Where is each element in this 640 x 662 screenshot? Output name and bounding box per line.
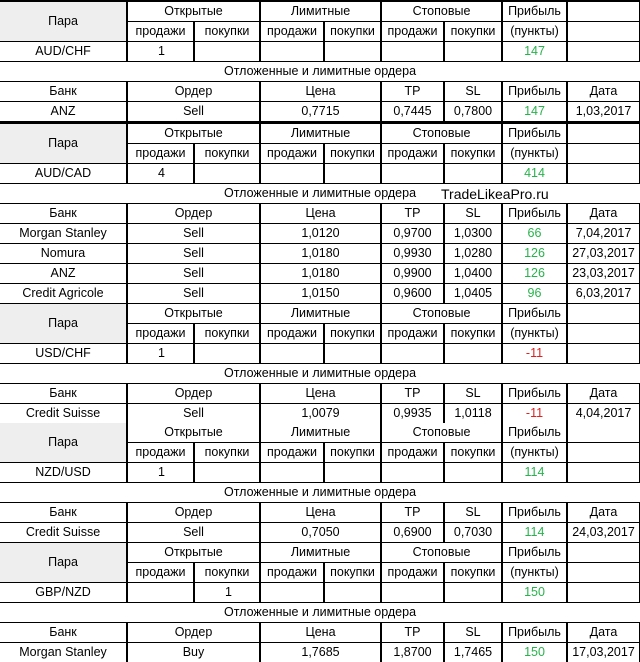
order-take-profit: 0,9700	[382, 224, 443, 243]
order-price: 1,0120	[261, 224, 380, 243]
order-profit: 114	[503, 523, 566, 542]
empty-cell	[568, 304, 639, 323]
empty-cell	[568, 164, 639, 183]
sells-subheader: продажи	[261, 563, 323, 582]
stop-buys-count	[445, 344, 501, 363]
order-profit: -11	[503, 404, 566, 423]
order-take-profit: 0,9900	[382, 264, 443, 283]
buys-subheader: покупки	[445, 22, 501, 41]
stop-sells-count	[382, 583, 443, 602]
buys-subheader: покупки	[195, 144, 259, 163]
stop-orders-header: Стоповые	[382, 2, 501, 21]
open-positions-header: Открытые	[128, 2, 259, 21]
pair-header-label: Пара	[0, 124, 126, 163]
stop-orders-header: Стоповые	[382, 304, 501, 323]
buys-subheader: покупки	[195, 563, 259, 582]
open-buys-count: 1	[195, 583, 259, 602]
empty-cell	[568, 344, 639, 363]
order-bank: Morgan Stanley	[0, 643, 126, 662]
order-bank: Morgan Stanley	[0, 224, 126, 243]
sells-subheader: продажи	[382, 324, 443, 343]
order-date: 17,03,2017	[568, 643, 639, 662]
order-price: 1,0180	[261, 244, 380, 263]
sells-subheader: продажи	[128, 443, 193, 462]
order-take-profit: 0,9600	[382, 284, 443, 303]
profit-column-header: Прибыль	[503, 204, 566, 223]
sells-subheader: продажи	[382, 443, 443, 462]
pair-name: USD/CHF	[0, 344, 126, 363]
order-date: 7,04,2017	[568, 224, 639, 243]
open-sells-count: 1	[128, 42, 193, 61]
sl-column-header: SL	[445, 623, 501, 642]
empty-cell	[568, 2, 639, 21]
limit-sells-count	[261, 583, 323, 602]
order-take-profit: 1,8700	[382, 643, 443, 662]
order-side: Buy	[128, 643, 259, 662]
order-price: 0,7715	[261, 102, 380, 121]
order-price: 1,0079	[261, 404, 380, 423]
stop-orders-header: Стоповые	[382, 423, 501, 442]
date-column-header: Дата	[568, 623, 639, 642]
price-column-header: Цена	[261, 503, 380, 522]
order-bank: Credit Suisse	[0, 523, 126, 542]
tp-column-header: TP	[382, 204, 443, 223]
order-stop-loss: 0,7030	[445, 523, 501, 542]
price-column-header: Цена	[261, 384, 380, 403]
sells-subheader: продажи	[261, 443, 323, 462]
limit-sells-count	[261, 344, 323, 363]
open-positions-header: Открытые	[128, 543, 259, 562]
order-column-header: Ордер	[128, 82, 259, 101]
pair-header-label: Пара	[0, 2, 126, 41]
pair-header-label: Пара	[0, 423, 126, 462]
sells-subheader: продажи	[261, 22, 323, 41]
empty-cell	[568, 124, 639, 143]
profit-column-header: Прибыль	[503, 623, 566, 642]
limit-buys-count	[325, 164, 380, 183]
stop-buys-count	[445, 463, 501, 482]
order-profit: 96	[503, 284, 566, 303]
price-column-header: Цена	[261, 82, 380, 101]
date-column-header: Дата	[568, 82, 639, 101]
price-column-header: Цена	[261, 623, 380, 642]
empty-cell	[568, 144, 639, 163]
open-positions-header: Открытые	[128, 304, 259, 323]
tp-column-header: TP	[382, 82, 443, 101]
open-positions-header: Открытые	[128, 423, 259, 442]
points-subheader: (пункты)	[503, 443, 566, 462]
stop-sells-count	[382, 164, 443, 183]
profit-column-header: Прибыль	[503, 82, 566, 101]
pair-header-label: Пара	[0, 543, 126, 582]
open-positions-header: Открытые	[128, 124, 259, 143]
buys-subheader: покупки	[445, 563, 501, 582]
points-subheader: (пункты)	[503, 324, 566, 343]
limit-orders-header: Лимитные	[261, 543, 380, 562]
order-profit: 147	[503, 102, 566, 121]
bank-column-header: Банк	[0, 623, 126, 642]
buys-subheader: покупки	[445, 443, 501, 462]
order-bank: Credit Agricole	[0, 284, 126, 303]
open-buys-count	[195, 164, 259, 183]
sells-subheader: продажи	[382, 22, 443, 41]
date-column-header: Дата	[568, 503, 639, 522]
empty-cell	[568, 543, 639, 562]
order-date: 24,03,2017	[568, 523, 639, 542]
sl-column-header: SL	[445, 503, 501, 522]
limit-orders-header: Лимитные	[261, 304, 380, 323]
order-side: Sell	[128, 264, 259, 283]
orders-section-title: Отложенные и лимитные ордера	[0, 364, 640, 383]
sl-column-header: SL	[445, 384, 501, 403]
order-date: 6,03,2017	[568, 284, 639, 303]
stop-buys-count	[445, 583, 501, 602]
profit-header: Прибыль	[503, 543, 566, 562]
order-side: Sell	[128, 102, 259, 121]
order-take-profit: 0,6900	[382, 523, 443, 542]
bank-column-header: Банк	[0, 384, 126, 403]
order-date: 27,03,2017	[568, 244, 639, 263]
order-stop-loss: 0,7800	[445, 102, 501, 121]
stop-orders-header: Стоповые	[382, 124, 501, 143]
stop-orders-header: Стоповые	[382, 543, 501, 562]
stop-sells-count	[382, 42, 443, 61]
limit-sells-count	[261, 164, 323, 183]
limit-buys-count	[325, 344, 380, 363]
profit-header: Прибыль	[503, 2, 566, 21]
pair-profit-value: 414	[503, 164, 566, 183]
profit-column-header: Прибыль	[503, 384, 566, 403]
order-profit: 66	[503, 224, 566, 243]
pair-profit-value: 114	[503, 463, 566, 482]
order-price: 1,0180	[261, 264, 380, 283]
tp-column-header: TP	[382, 623, 443, 642]
limit-sells-count	[261, 463, 323, 482]
limit-buys-count	[325, 583, 380, 602]
profit-header: Прибыль	[503, 124, 566, 143]
order-price: 1,0150	[261, 284, 380, 303]
order-date: 23,03,2017	[568, 264, 639, 283]
bank-column-header: Банк	[0, 204, 126, 223]
order-stop-loss: 1,0118	[445, 404, 501, 423]
tp-column-header: TP	[382, 503, 443, 522]
sl-column-header: SL	[445, 204, 501, 223]
price-column-header: Цена	[261, 204, 380, 223]
points-subheader: (пункты)	[503, 22, 566, 41]
empty-cell	[568, 42, 639, 61]
orders-section-title: Отложенные и лимитные ордера	[0, 184, 640, 203]
sells-subheader: продажи	[382, 144, 443, 163]
buys-subheader: покупки	[195, 443, 259, 462]
order-price: 1,7685	[261, 643, 380, 662]
limit-orders-header: Лимитные	[261, 2, 380, 21]
buys-subheader: покупки	[195, 22, 259, 41]
order-profit: 126	[503, 264, 566, 283]
open-buys-count	[195, 463, 259, 482]
order-bank: Credit Suisse	[0, 404, 126, 423]
tp-column-header: TP	[382, 384, 443, 403]
pair-profit-value: 150	[503, 583, 566, 602]
order-column-header: Ордер	[128, 384, 259, 403]
empty-cell	[568, 22, 639, 41]
stop-sells-count	[382, 344, 443, 363]
order-profit: 126	[503, 244, 566, 263]
sells-subheader: продажи	[128, 324, 193, 343]
limit-orders-header: Лимитные	[261, 124, 380, 143]
buys-subheader: покупки	[325, 22, 380, 41]
order-take-profit: 0,9935	[382, 404, 443, 423]
open-buys-count	[195, 344, 259, 363]
pair-name: GBP/NZD	[0, 583, 126, 602]
order-date: 1,03,2017	[568, 102, 639, 121]
order-column-header: Ордер	[128, 623, 259, 642]
order-price: 0,7050	[261, 523, 380, 542]
date-column-header: Дата	[568, 204, 639, 223]
pair-name: NZD/USD	[0, 463, 126, 482]
order-stop-loss: 1,0405	[445, 284, 501, 303]
order-stop-loss: 1,0280	[445, 244, 501, 263]
pair-profit-value: -11	[503, 344, 566, 363]
order-side: Sell	[128, 224, 259, 243]
orders-section-title: Отложенные и лимитные ордера	[0, 62, 640, 81]
open-sells-count	[128, 583, 193, 602]
sells-subheader: продажи	[261, 144, 323, 163]
sells-subheader: продажи	[261, 324, 323, 343]
profit-column-header: Прибыль	[503, 503, 566, 522]
empty-cell	[568, 423, 639, 442]
bank-column-header: Банк	[0, 503, 126, 522]
orders-section-title: Отложенные и лимитные ордера	[0, 483, 640, 502]
limit-buys-count	[325, 463, 380, 482]
order-stop-loss: 1,7465	[445, 643, 501, 662]
order-column-header: Ордер	[128, 503, 259, 522]
empty-cell	[568, 583, 639, 602]
pair-name: AUD/CAD	[0, 164, 126, 183]
order-bank: ANZ	[0, 102, 126, 121]
order-bank: Nomura	[0, 244, 126, 263]
order-date: 4,04,2017	[568, 404, 639, 423]
points-subheader: (пункты)	[503, 563, 566, 582]
order-side: Sell	[128, 284, 259, 303]
open-sells-count: 1	[128, 463, 193, 482]
order-side: Sell	[128, 244, 259, 263]
buys-subheader: покупки	[325, 324, 380, 343]
pair-header-label: Пара	[0, 304, 126, 343]
sells-subheader: продажи	[128, 563, 193, 582]
stop-buys-count	[445, 164, 501, 183]
order-stop-loss: 1,0300	[445, 224, 501, 243]
pair-profit-value: 147	[503, 42, 566, 61]
sl-column-header: SL	[445, 82, 501, 101]
points-subheader: (пункты)	[503, 144, 566, 163]
profit-header: Прибыль	[503, 304, 566, 323]
order-take-profit: 0,9930	[382, 244, 443, 263]
empty-cell	[568, 463, 639, 482]
buys-subheader: покупки	[445, 324, 501, 343]
open-sells-count: 4	[128, 164, 193, 183]
limit-orders-header: Лимитные	[261, 423, 380, 442]
limit-buys-count	[325, 42, 380, 61]
order-profit: 150	[503, 643, 566, 662]
empty-cell	[568, 324, 639, 343]
stop-sells-count	[382, 463, 443, 482]
buys-subheader: покупки	[445, 144, 501, 163]
buys-subheader: покупки	[195, 324, 259, 343]
date-column-header: Дата	[568, 384, 639, 403]
sells-subheader: продажи	[128, 144, 193, 163]
buys-subheader: покупки	[325, 563, 380, 582]
limit-sells-count	[261, 42, 323, 61]
orders-section-title: Отложенные и лимитные ордера	[0, 603, 640, 622]
open-buys-count	[195, 42, 259, 61]
order-side: Sell	[128, 523, 259, 542]
stop-buys-count	[445, 42, 501, 61]
open-sells-count: 1	[128, 344, 193, 363]
profit-header: Прибыль	[503, 423, 566, 442]
bank-column-header: Банк	[0, 82, 126, 101]
buys-subheader: покупки	[325, 144, 380, 163]
sells-subheader: продажи	[382, 563, 443, 582]
buys-subheader: покупки	[325, 443, 380, 462]
order-bank: ANZ	[0, 264, 126, 283]
site-watermark: TradeLikeaPro.ru	[441, 185, 549, 202]
order-take-profit: 0,7445	[382, 102, 443, 121]
order-column-header: Ордер	[128, 204, 259, 223]
sells-subheader: продажи	[128, 22, 193, 41]
empty-cell	[568, 563, 639, 582]
empty-cell	[568, 443, 639, 462]
order-side: Sell	[128, 404, 259, 423]
order-stop-loss: 1,0400	[445, 264, 501, 283]
pair-name: AUD/CHF	[0, 42, 126, 61]
